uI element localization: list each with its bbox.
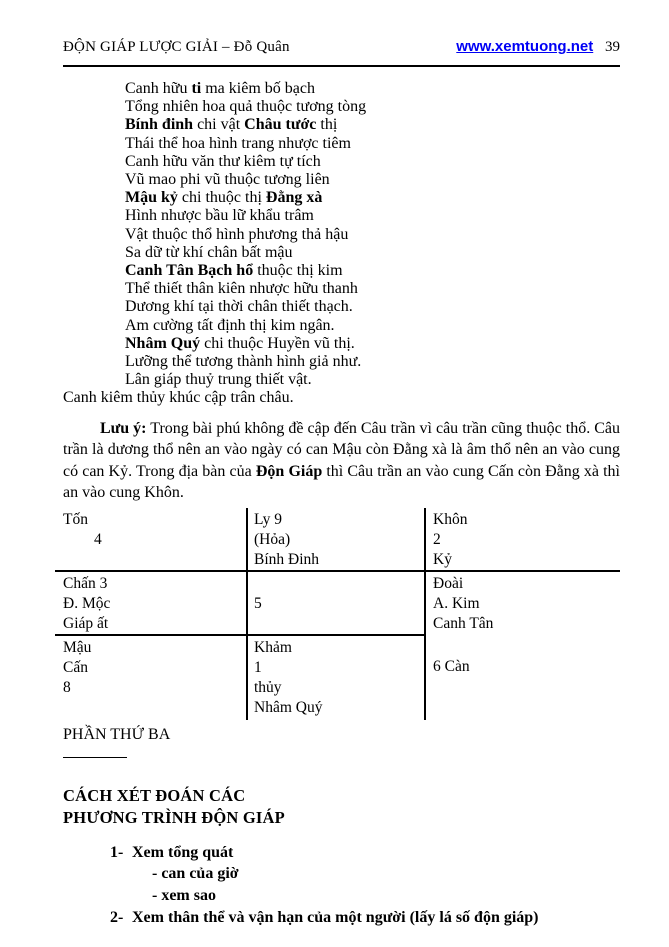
grid-cell-line: Khôn: [433, 510, 468, 528]
poem-line: [125, 226, 620, 244]
grid-cell: [247, 508, 425, 571]
grid-cell-line: Bính Đinh: [254, 550, 320, 568]
grid-cell-line: 1: [254, 658, 262, 676]
poem-text: Vũ mao phi vũ thuộc tương liên: [125, 171, 330, 189]
grid-cell-line: (Hỏa): [254, 530, 291, 548]
poem-bold-term: Canh Tân Bạch hổ: [125, 262, 254, 280]
poem-line: [125, 280, 620, 298]
poem-line: [125, 189, 620, 207]
poem-line: [125, 135, 620, 153]
poem-bold-term: ti: [191, 80, 202, 97]
grid-cell-line: 6 Càn: [433, 657, 470, 675]
grid-cell-line: A. Kim: [433, 594, 480, 612]
poem-text: Lân giáp thuỷ trung thiết vật.: [125, 371, 312, 389]
grid-cell-line: 2: [433, 530, 441, 548]
poem-line: [125, 353, 620, 371]
grid-cell: [247, 635, 425, 720]
note-bold-term: Độn Giáp: [255, 462, 323, 480]
note-text-1: Trong bài phú không đề cập đến Câu trần vì câu trần cũng thuộc thổ. Câu trần là dương thổ nên an vào ngày có can Mậu còn Đằng xà là âm thổ nên an vào cung có can Kỷ. Trong địa bàn của: [63, 419, 620, 480]
poem-bold-term: Đằng xà: [265, 189, 323, 207]
bagua-grid-table: [55, 508, 620, 720]
note-label: Lưu ý:: [100, 419, 147, 437]
grid-cell-spacer: [433, 637, 616, 657]
list-item: - can của giờ: [152, 865, 239, 883]
grid-row: [55, 571, 620, 635]
grid-cell-line: Ly 9: [254, 510, 282, 528]
poem-text: thuộc thị kim: [253, 262, 343, 280]
poem-line: [125, 371, 620, 389]
numbered-list: [63, 842, 620, 929]
grid-cell-line: 8: [63, 678, 71, 696]
grid-cell-line: thủy: [254, 678, 282, 696]
poem-block: [125, 80, 620, 389]
section-heading-line-2: PHƯƠNG TRÌNH ĐỘN GIÁP: [63, 807, 285, 827]
poem-text: thị: [316, 116, 338, 134]
poem-line: [125, 262, 620, 280]
poem-text: Canh hữu: [125, 80, 192, 97]
poem-line: [125, 116, 620, 134]
grid-row: [55, 635, 620, 720]
poem-text: Tổng nhiên hoa quả thuộc tương tòng: [125, 98, 367, 116]
grid-cell-line: Đoài: [433, 574, 464, 592]
section-divider: [63, 757, 127, 758]
page-number: 39: [605, 39, 620, 55]
grid-cell: [247, 571, 425, 635]
poem-text: Thái thể hoa hình trang nhược tiêm: [125, 134, 351, 152]
poem-bold-term: Châu tước: [244, 116, 317, 134]
poem-text: chi thuộc thị: [177, 189, 266, 207]
document-title: ĐỘN GIÁP LƯỢC GIẢI – Đỗ Quân: [63, 39, 290, 55]
poem-text: Vật thuộc thổ hình phương thả hậu: [125, 225, 349, 243]
grid-cell-line: Khảm: [254, 638, 292, 656]
grid-cell: [425, 571, 620, 635]
grid-cell-line: Kỷ: [433, 550, 452, 568]
poem-closing-line: Canh kiêm thủy khúc cập trân châu.: [63, 389, 294, 407]
list-item-text: Xem tổng quát: [132, 843, 234, 861]
poem-line: [125, 171, 620, 189]
poem-text: Thể thiết thân kiên nhược hữu thanh: [125, 280, 358, 298]
grid-cell-spacer: [254, 574, 420, 594]
grid-row: [55, 508, 620, 571]
poem-text: Am cường tất định thị kim ngân.: [125, 316, 335, 334]
list-item-marker: 2-: [110, 909, 124, 927]
list-item: [110, 842, 620, 864]
poem-line: [125, 335, 620, 353]
grid-cell: [425, 508, 620, 571]
grid-cell-line: Canh Tân: [433, 614, 494, 632]
grid-cell: [55, 635, 247, 720]
grid-cell-line: Cấn: [63, 658, 88, 676]
poem-line: [125, 98, 620, 116]
poem-bold-term: Mậu kỷ: [125, 189, 178, 207]
grid-cell-line: 4: [63, 530, 102, 548]
note-paragraph: [63, 418, 620, 504]
grid-cell-line: 5: [254, 594, 262, 612]
poem-line: [125, 298, 620, 316]
grid-cell-line: Mậu: [63, 638, 92, 656]
poem-text: chi thuộc Huyền vũ thị.: [200, 334, 355, 352]
poem-line: [125, 80, 620, 98]
poem-text: Canh hữu văn thư kiêm tự tích: [125, 152, 321, 170]
poem-bold-term: Bính đinh: [125, 116, 194, 134]
website-link[interactable]: www.xemtuong.net: [456, 38, 594, 55]
part-title: PHẦN THỨ BA: [63, 725, 171, 743]
list-item-text: Xem thân thể và vận hạn của một người (lấy lá số độn giáp): [132, 909, 539, 927]
poem-text: chi vật: [193, 116, 245, 134]
poem-text: Sa dữ từ khí chân bất mậu: [125, 243, 293, 261]
poem-line: [125, 317, 620, 335]
grid-cell: [55, 571, 247, 635]
page-header: [63, 38, 620, 56]
grid-cell: [425, 635, 620, 720]
section-heading-line-1: CÁCH XÉT ĐOÁN CÁC: [63, 785, 246, 805]
grid-cell: [55, 508, 247, 571]
note-text-2: thì Câu trần an vào cung Cấn còn Đằng xà thì an vào cung Khôn.: [63, 462, 620, 502]
poem-bold-term: Nhâm Quý: [125, 334, 201, 352]
grid-cell-line: Tốn: [63, 510, 88, 528]
poem-line: [125, 153, 620, 171]
header-divider: [63, 65, 620, 67]
poem-text: ma kiêm bố bạch: [201, 80, 315, 97]
list-item-marker: 1-: [110, 843, 124, 861]
poem-line: [125, 244, 620, 262]
poem-text: Dương khí tại thời chân thiết thạch.: [125, 298, 353, 316]
poem-text: Lưỡng thể tương thành hình giả như.: [125, 353, 362, 371]
grid-cell-line: Đ. Mộc: [63, 594, 111, 612]
grid-cell-line: Chấn 3: [63, 574, 108, 592]
poem-text: Hình nhược bầu lữ khẩu trâm: [125, 207, 314, 225]
list-item: [110, 907, 620, 929]
list-item: - xem sao: [152, 887, 216, 905]
grid-cell-line: Giáp ất: [63, 614, 109, 632]
section-heading: [63, 785, 620, 829]
poem-line: [125, 207, 620, 225]
header-right: [456, 38, 620, 56]
grid-cell-line: Nhâm Quý: [254, 698, 323, 716]
